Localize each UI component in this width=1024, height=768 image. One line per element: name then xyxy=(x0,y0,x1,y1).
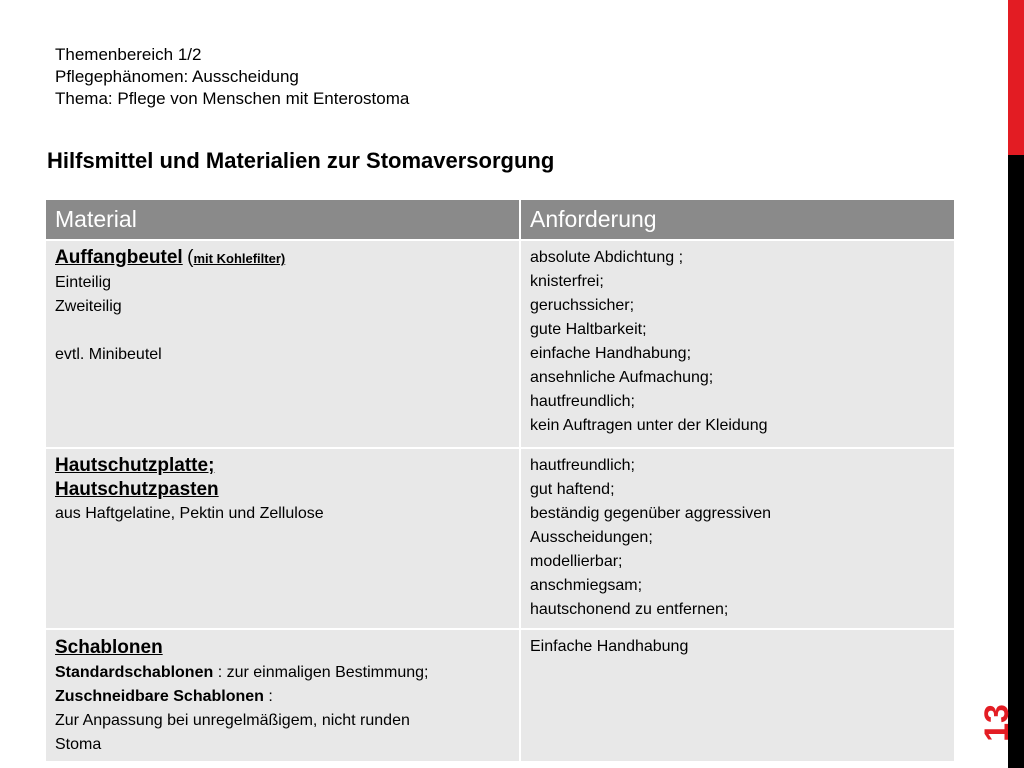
material-cell xyxy=(45,240,520,448)
table-header-row xyxy=(45,199,955,240)
accent-bar-red xyxy=(1008,0,1024,155)
care-phenomenon: Pflegephänomen: Ausscheidung xyxy=(55,67,299,86)
topic-area: Themenbereich 1/2 xyxy=(55,45,202,64)
template-desc-line: Stoma xyxy=(55,736,102,753)
requirement-line: hautschonend zu entfernen; xyxy=(530,601,729,618)
requirement-line: modellierbar; xyxy=(530,553,623,570)
requirement-cell xyxy=(520,448,955,629)
material-title: Hautschutzplatte; xyxy=(55,455,215,476)
material-line: evtl. Minibeutel xyxy=(55,346,162,363)
column-header-requirement: Anforderung xyxy=(520,199,955,240)
requirement-line: absolute Abdichtung ; xyxy=(530,249,684,266)
accent-bar-black xyxy=(1008,155,1024,768)
requirement-line: gut haftend; xyxy=(530,481,615,498)
requirement-cell xyxy=(520,629,955,762)
column-header-material: Material xyxy=(45,199,520,240)
requirement-line: hautfreundlich; xyxy=(530,457,635,474)
material-title: Hautschutzpasten xyxy=(55,479,219,500)
requirement-line: geruchssicher; xyxy=(530,297,635,314)
spacer xyxy=(55,319,510,343)
page-number: 13 xyxy=(978,704,1016,742)
material-title: Auffangbeutel xyxy=(55,247,183,268)
material-title: Schablonen xyxy=(55,637,163,658)
requirement-cell xyxy=(520,240,955,448)
slide-title: Hilfsmittel und Materialien zur Stomaversorgung xyxy=(47,148,555,173)
requirement-line: hautfreundlich; xyxy=(530,393,635,410)
table-row xyxy=(45,240,955,448)
template-desc-line: Zur Anpassung bei unregelmäßigem, nicht runden xyxy=(55,712,410,729)
material-cell xyxy=(45,629,520,762)
material-line: Zweiteilig xyxy=(55,298,122,315)
table-row xyxy=(45,448,955,629)
template-type: Zuschneidbare Schablonen xyxy=(55,688,264,705)
material-paren: ( xyxy=(187,247,194,268)
topic: Thema: Pflege von Menschen mit Enterostoma xyxy=(55,89,410,108)
material-note: mit Kohlefilter) xyxy=(193,251,286,266)
template-desc: : zur einmaligen Bestimmung; xyxy=(213,664,429,681)
material-cell xyxy=(45,448,520,629)
requirement-line: kein Auftragen unter der Kleidung xyxy=(530,417,768,434)
requirement-line: Einfache Handhabung xyxy=(530,638,689,655)
requirement-line: knisterfrei; xyxy=(530,273,604,290)
slide-header xyxy=(55,44,409,110)
requirement-line: Ausscheidungen; xyxy=(530,529,653,546)
template-desc: : xyxy=(263,688,273,705)
template-type: Standardschablonen xyxy=(55,664,214,681)
requirement-line: ansehnliche Aufmachung; xyxy=(530,369,714,386)
requirement-line: beständig gegenüber aggressiven xyxy=(530,505,772,522)
requirement-line: anschmiegsam; xyxy=(530,577,643,594)
material-line: aus Haftgelatine, Pektin und Zellulose xyxy=(55,505,324,522)
table-row xyxy=(45,629,955,762)
requirement-line: gute Haltbarkeit; xyxy=(530,321,647,338)
requirement-line: einfache Handhabung; xyxy=(530,345,692,362)
materials-table xyxy=(44,198,956,763)
material-line: Einteilig xyxy=(55,274,112,291)
